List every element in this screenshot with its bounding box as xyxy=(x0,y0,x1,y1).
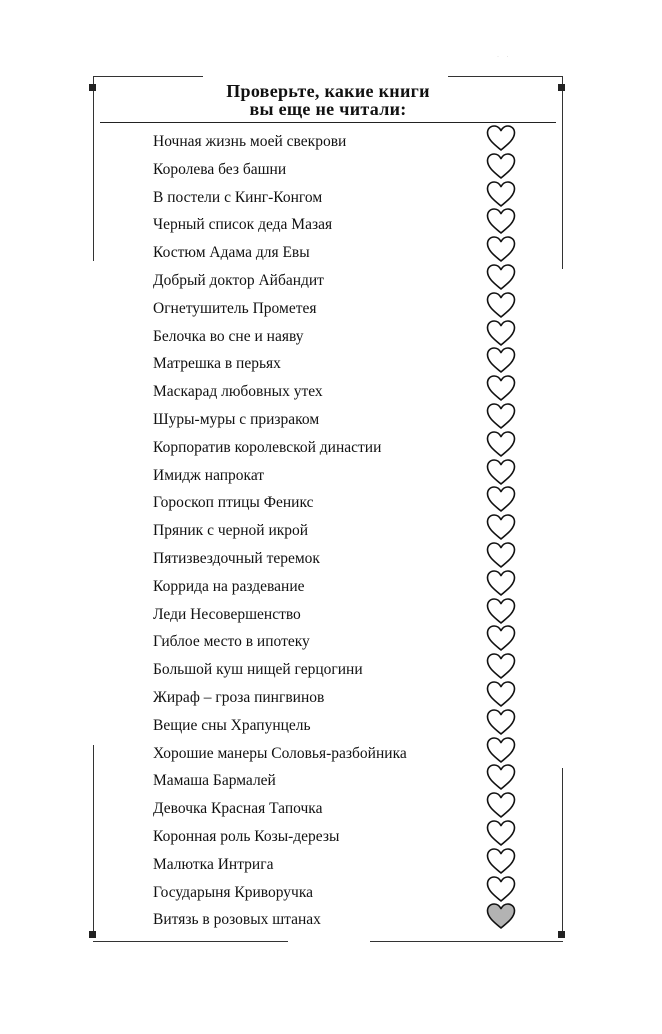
book-title: Корпоратив королевской династии xyxy=(153,438,382,456)
heart-outline-icon[interactable] xyxy=(485,568,517,598)
book-list-item xyxy=(0,908,662,936)
top-mark: · · xyxy=(497,54,512,60)
book-title: Ночная жизнь моей свекрови xyxy=(153,133,347,150)
book-title: Малютка Интрига xyxy=(153,855,274,873)
book-list-item xyxy=(0,158,662,186)
book-list-item xyxy=(0,547,662,575)
heart-outline-icon[interactable] xyxy=(485,512,517,542)
book-title: Пряник с черной икрой xyxy=(153,522,309,540)
book-list-item xyxy=(0,603,662,631)
heart-outline-icon[interactable] xyxy=(485,234,517,264)
book-title: Гиблое место в ипотеку xyxy=(153,633,310,651)
book-list-item xyxy=(0,686,662,714)
book-title: Матрешка в перьях xyxy=(153,355,281,373)
book-title: Девочка Красная Тапочка xyxy=(153,800,323,818)
book-title: Коррида на раздевание xyxy=(153,577,305,595)
book-list-item xyxy=(0,797,662,825)
heart-outline-icon[interactable] xyxy=(485,262,517,292)
title-line-1: Проверьте, какие книги xyxy=(226,81,430,101)
book-title: Жираф – гроза пингвинов xyxy=(153,688,325,706)
heart-outline-icon[interactable] xyxy=(485,596,517,626)
heart-outline-icon[interactable] xyxy=(485,373,517,403)
book-title: Черный список деда Мазая xyxy=(153,216,333,234)
heart-outline-icon[interactable] xyxy=(485,846,517,876)
book-title: Костюм Адама для Евы xyxy=(153,244,310,262)
book-list-item xyxy=(0,241,662,269)
book-title: Государыня Криворучка xyxy=(153,883,314,901)
frame-corner-top-left xyxy=(89,84,96,91)
book-title: Имидж напрокат xyxy=(153,466,265,484)
frame-corner-top-right xyxy=(558,84,565,91)
book-title: Маскарад любовных утех xyxy=(153,383,323,401)
heart-outline-icon[interactable] xyxy=(485,762,517,792)
book-title: Пятизвездочный теремок xyxy=(153,549,320,567)
heart-outline-icon[interactable] xyxy=(485,874,517,904)
book-title: Королева без башни xyxy=(153,160,287,178)
book-title: Коронная роль Козы-дерезы xyxy=(153,827,340,845)
book-list-item xyxy=(0,658,662,686)
book-list-item xyxy=(0,742,662,770)
frame-top-left xyxy=(93,76,203,77)
heart-outline-icon[interactable] xyxy=(485,735,517,765)
book-list-item xyxy=(0,436,662,464)
book-title: Добрый доктор Айбандит xyxy=(153,271,324,289)
heart-outline-icon[interactable] xyxy=(485,790,517,820)
heart-outline-icon[interactable] xyxy=(485,707,517,737)
book-list-item xyxy=(0,853,662,881)
book-list-item xyxy=(0,130,662,158)
book-list-item xyxy=(0,186,662,214)
heart-outline-icon[interactable] xyxy=(485,179,517,209)
heart-outline-icon[interactable] xyxy=(485,818,517,848)
book-list-item xyxy=(0,325,662,353)
book-list-item xyxy=(0,213,662,241)
heart-outline-icon[interactable] xyxy=(485,429,517,459)
heart-outline-icon[interactable] xyxy=(485,484,517,514)
heart-outline-icon[interactable] xyxy=(485,679,517,709)
heart-outline-icon[interactable] xyxy=(485,151,517,181)
heart-outline-icon[interactable] xyxy=(485,206,517,236)
book-list-item xyxy=(0,825,662,853)
book-list-item xyxy=(0,297,662,325)
heart-outline-icon[interactable] xyxy=(485,290,517,320)
frame-top-right xyxy=(448,76,562,77)
title-line-2: вы еще не читали: xyxy=(249,99,407,119)
book-list-item xyxy=(0,881,662,909)
heart-outline-icon[interactable] xyxy=(485,623,517,653)
heart-outline-icon[interactable] xyxy=(485,123,517,153)
frame-bottom-left xyxy=(93,941,288,942)
book-list-item xyxy=(0,464,662,492)
book-title: Шуры-муры с призраком xyxy=(153,410,320,428)
book-title: Витязь в розовых штанах xyxy=(153,911,321,929)
book-title: Белочка во сне и наяву xyxy=(153,327,304,345)
book-list-item xyxy=(0,714,662,742)
book-title: Гороскоп птицы Феникс xyxy=(153,494,314,512)
book-title: В постели с Кинг-Конгом xyxy=(153,188,323,206)
book-list-item xyxy=(0,352,662,380)
book-title: Леди Несовершенство xyxy=(153,605,301,623)
heart-outline-icon[interactable] xyxy=(485,318,517,348)
heart-outline-icon[interactable] xyxy=(485,345,517,375)
book-list-item xyxy=(0,269,662,297)
book-list-item xyxy=(0,519,662,547)
book-title: Мамаша Бармалей xyxy=(153,772,276,790)
book-checklist xyxy=(0,130,662,936)
book-list-item xyxy=(0,769,662,797)
book-title: Хорошие манеры Соловья-разбойника xyxy=(153,744,407,762)
heart-outline-icon[interactable] xyxy=(485,457,517,487)
book-list-item xyxy=(0,408,662,436)
heart-outline-icon[interactable] xyxy=(485,651,517,681)
book-list-item xyxy=(0,575,662,603)
book-title: Огнетушитель Прометея xyxy=(153,299,317,317)
page-title xyxy=(100,82,556,118)
heart-filled-icon[interactable] xyxy=(485,901,517,931)
frame-bottom-right xyxy=(370,941,563,942)
book-list-item xyxy=(0,491,662,519)
book-list-item xyxy=(0,630,662,658)
book-title: Большой куш нищей герцогини xyxy=(153,661,363,679)
heart-outline-icon[interactable] xyxy=(485,540,517,570)
heart-outline-icon[interactable] xyxy=(485,401,517,431)
book-list-item xyxy=(0,380,662,408)
book-title: Вещие сны Храпунцель xyxy=(153,716,311,734)
